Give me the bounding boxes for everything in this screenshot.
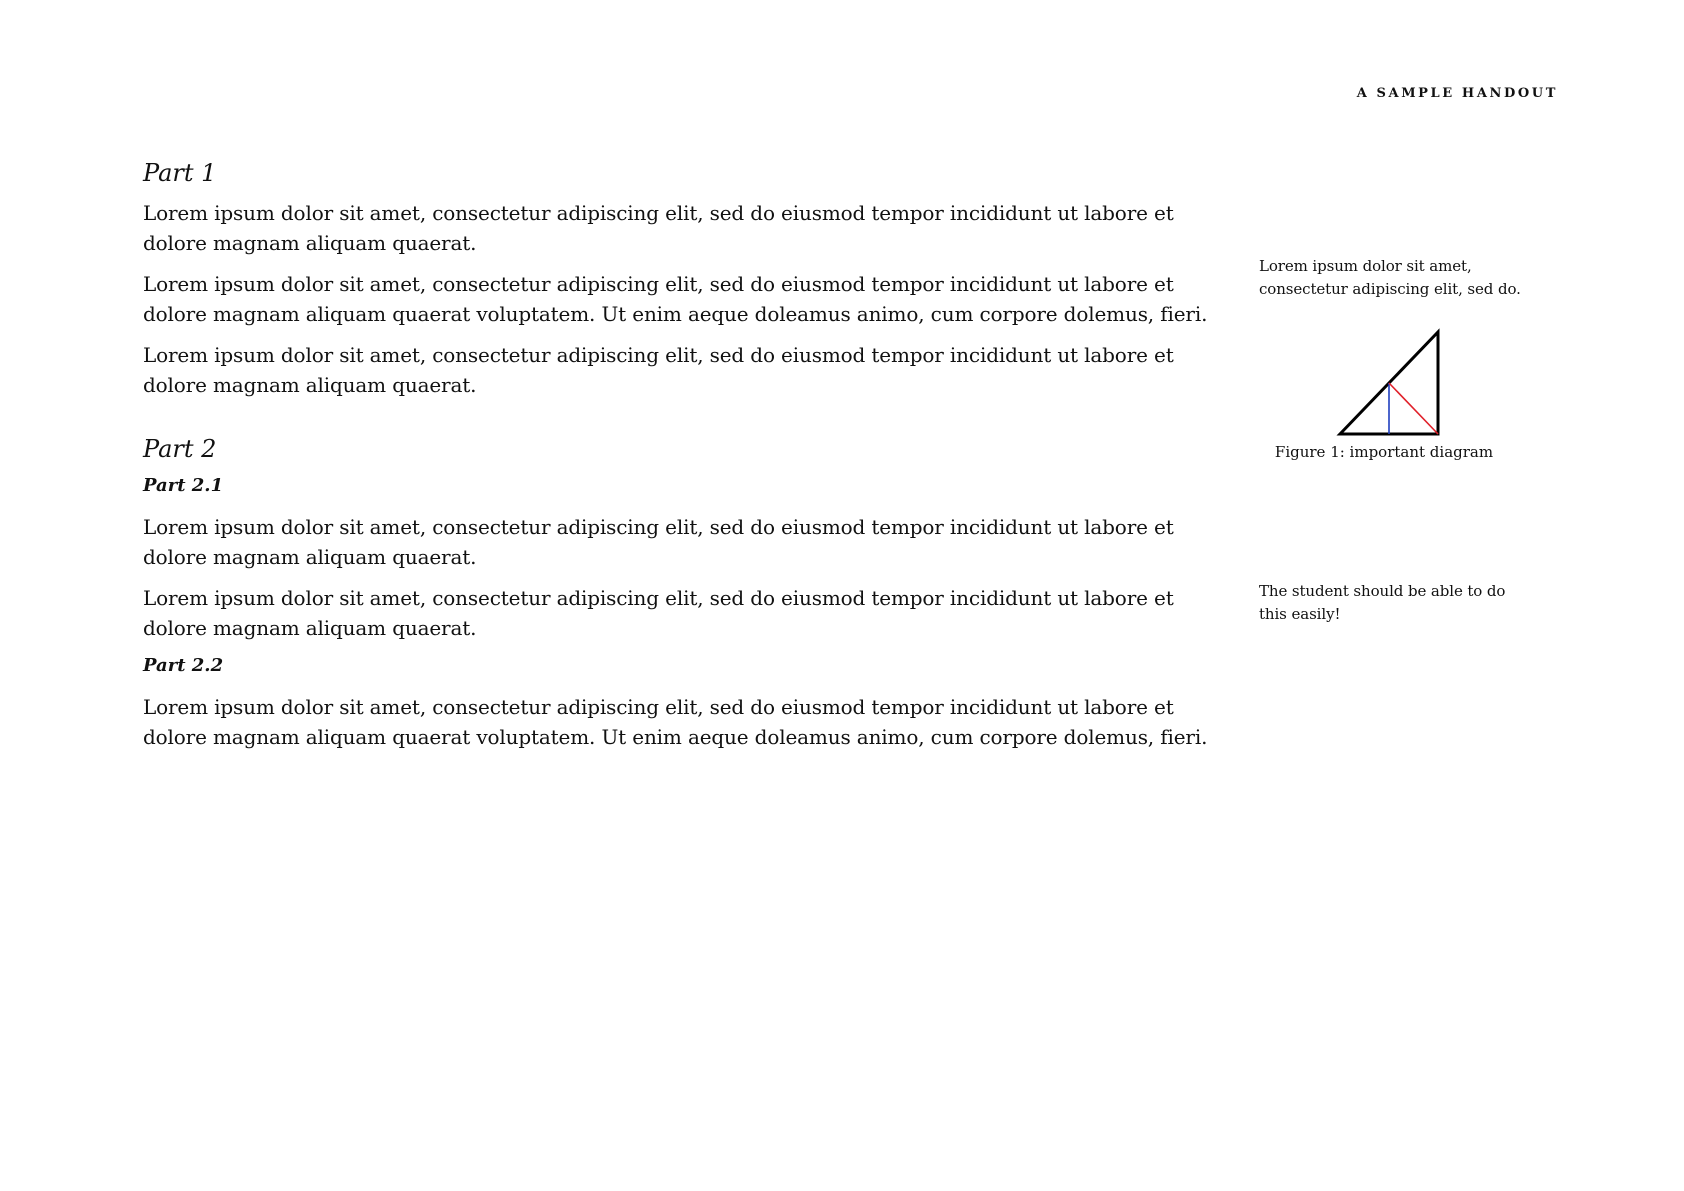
main-column bbox=[143, 158, 1233, 763]
triangle-diagram bbox=[1334, 326, 1444, 438]
running-head: A SAMPLE HANDOUT bbox=[1356, 86, 1558, 101]
subsection-title-part-2-1: Part 2.1 bbox=[143, 475, 224, 496]
paragraph: Lorem ipsum dolor sit amet, consectetur adipiscing elit, sed do eiusmod tempor incididunt ut labore et dolore magnam aliquam quaerat voluptatem. Ut enim aeque doleamus animo, cum corpore dolemus, fieri. bbox=[143, 272, 1208, 326]
red-segment bbox=[1389, 383, 1438, 434]
paragraph: Lorem ipsum dolor sit amet, consectetur adipiscing elit, sed do eiusmod tempor incididunt ut labore et dolore magnam aliquam quaerat. bbox=[143, 343, 1174, 397]
section-title-part-1: Part 1 bbox=[143, 159, 217, 187]
paragraph: Lorem ipsum dolor sit amet, consectetur adipiscing elit, sed do eiusmod tempor incididunt ut labore et dolore magnam aliquam quaerat. bbox=[143, 515, 1174, 569]
margin-note: The student should be able to do this easily! bbox=[1259, 582, 1506, 623]
paragraph: Lorem ipsum dolor sit amet, consectetur adipiscing elit, sed do eiusmod tempor incididunt ut labore et dolore magnam aliquam quaerat voluptatem. Ut enim aeque doleamus animo, cum corpore dolemus, fieri. bbox=[143, 695, 1208, 749]
section-title-part-2: Part 2 bbox=[143, 435, 217, 463]
paragraph: Lorem ipsum dolor sit amet, consectetur adipiscing elit, sed do eiusmod tempor incididunt ut labore et dolore magnam aliquam quaerat. bbox=[143, 201, 1174, 255]
figure bbox=[1259, 326, 1509, 462]
subsection-title-part-2-2: Part 2.2 bbox=[143, 655, 224, 676]
figure-caption: Figure 1: important diagram bbox=[1274, 443, 1494, 461]
margin-note: Lorem ipsum dolor sit amet, consectetur adipiscing elit, sed do. bbox=[1259, 257, 1521, 298]
paragraph: Lorem ipsum dolor sit amet, consectetur adipiscing elit, sed do eiusmod tempor incididunt ut labore et dolore magnam aliquam quaerat. bbox=[143, 586, 1174, 640]
